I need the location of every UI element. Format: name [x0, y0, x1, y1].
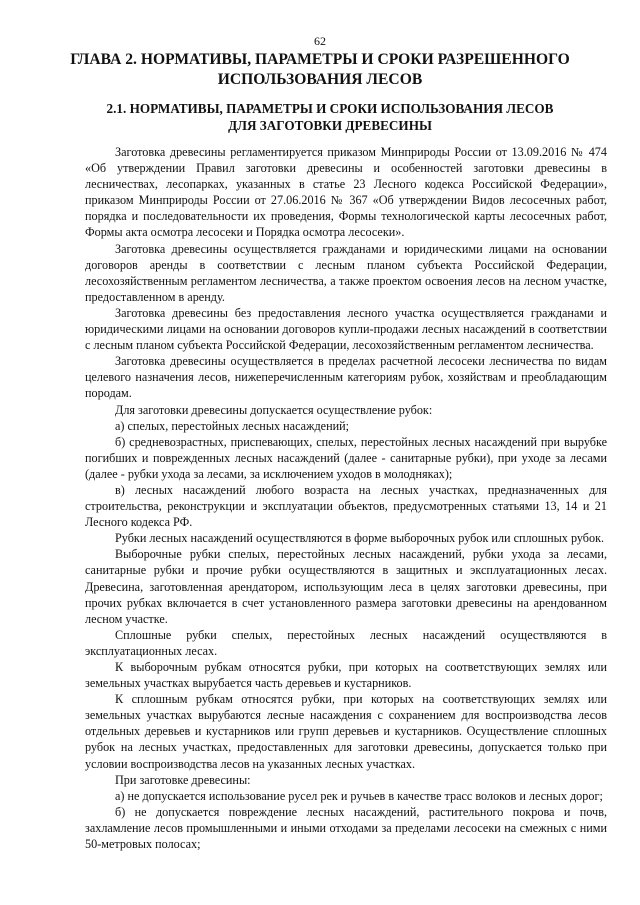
paragraph: Заготовка древесины осуществляется гражданами и юридическими лицами на основании договоров аренды в соответствии с лесным планом субъекта Российской Федерации, лесохозяйственным регламентом лесничества, а также проектом освоения лесов на лесном участке, предоставленном в аренду. [85, 241, 607, 304]
chapter-title: ГЛАВА 2. НОРМАТИВЫ, ПАРАМЕТРЫ И СРОКИ РАЗРЕШЕННОГО ИСПОЛЬЗОВАНИЯ ЛЕСОВ [70, 51, 570, 88]
list-item: в) лесных насаждений любого возраста на лесных участках, предназначенных для строительства, реконструкции и эксплуатации объектов, предусмотренных статьями 13, 14 и 21 Лесного кодекса РФ. [85, 482, 607, 530]
paragraph: Заготовка древесины регламентируется приказом Минприроды России от 13.09.2016 № 474 «Об утверждении Правил заготовки древесины и особенностей заготовки древесины в лесничествах, лесопарках, указанных в статье 23 Лесного кодекса Российской Федерации», приказом Минприроды России от 27.06.2016 № 367 «Об утверждении Видов лесосечных работ, порядка и последовательности их проведения, Формы технологической карты лесосечных работ, Формы акта осмотра лесосеки и Порядка осмотра лесосеки». [85, 145, 607, 240]
list-item: б) не допускается повреждение лесных насаждений, растительного покрова и почв, захламление лесов промышленными и иными отходами за пределами лесосеки на смежных с ними 50-метровых полосах; [85, 804, 607, 852]
paragraph: Сплошные рубки спелых, перестойных лесных насаждений осуществляются в эксплуатационных лесах. [85, 627, 607, 658]
section-title: 2.1. НОРМАТИВЫ, ПАРАМЕТРЫ И СРОКИ ИСПОЛЬЗОВАНИЯ ЛЕСОВ ДЛЯ ЗАГОТОВКИ ДРЕВЕСИНЫ [106, 101, 554, 133]
list-item: б) средневозрастных, приспевающих, спелых, перестойных лесных насаждений при вырубке погибших и поврежденных лесных насаждений (далее - санитарные рубки), при уходе за лесами (далее - рубки ухода за лесами, за исключением уходов в молодняках); [85, 434, 607, 481]
page-number: 62 [314, 34, 326, 48]
list-item: а) не допускается использование русел рек и ручьев в качестве трасс волоков и лесных дорог; [115, 788, 603, 803]
paragraph: При заготовке древесины: [115, 772, 251, 787]
list-item: а) спелых, перестойных лесных насаждений; [115, 418, 350, 433]
body-text [85, 144, 607, 852]
paragraph: Выборочные рубки спелых, перестойных лесных насаждений, рубки ухода за лесами, санитарные рубки и прочие рубки осуществляются в защитных и эксплуатационных лесах. Древесина, заготовленная арендатором, использующим леса в целях заготовки древесины, при прочих рубках включается в счет установленного размера заготовки древесины на арендованном лесном участке. [85, 547, 607, 626]
paragraph: Заготовка древесины осуществляется в пределах расчетной лесосеки лесничества по видам целевого назначения лесов, нижеперечисленным категориям рубок, хозяйствам и преобладающим породам. [85, 354, 607, 401]
paragraph: К выборочным рубкам относятся рубки, при которых на соответствующих землях или земельных участках вырубается часть деревьев и кустарников. [85, 660, 607, 691]
paragraph: Рубки лесных насаждений осуществляются в форме выборочных рубок или сплошных рубок. [115, 531, 605, 546]
paragraph: Для заготовки древесины допускается осуществление рубок: [115, 402, 433, 417]
paragraph: К сплошным рубкам относятся рубки, при которых на соответствующих землях или земельных участках вырубаются лесные насаждения с сохранением для воспроизводства лесов отдельных деревьев и кустарников или групп деревьев и кустарников. Осуществление сплошных рубок на лесных участках, предоставленных для заготовки древесины, допускается только при условии воспроизводства лесов на указанных лесных участках. [85, 692, 607, 771]
paragraph: Заготовка древесины без предоставления лесного участка осуществляется гражданами и юридическими лицами на основании договоров купли-продажи лесных насаждений в соответствии с лесным планом субъекта Российской Федерации, лесохозяйственным регламентом лесничества. [85, 305, 607, 353]
